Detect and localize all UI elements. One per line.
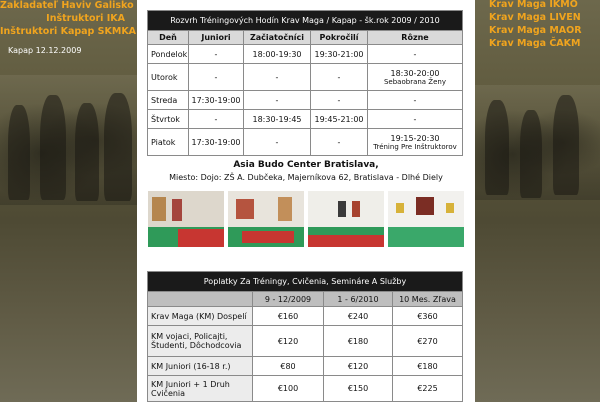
cell-rozne: -	[368, 91, 463, 110]
nav-link-instruktori-kapap[interactable]: Inštruktori Kapap SKMKA	[0, 26, 137, 37]
cell-service: KM Juniori (16-18 r.)	[148, 357, 253, 376]
cell-pokrocili: -	[311, 64, 368, 91]
table-row	[148, 129, 463, 156]
cell-rozne	[368, 129, 463, 156]
price-col-header-discount: 10 Mes. Zľava	[393, 292, 463, 307]
table-row	[148, 110, 463, 129]
price-col-header-period-2: 1 - 6/2010	[324, 292, 393, 307]
left-nav	[0, 0, 137, 38]
cell-service: Krav Maga (KM) Dospelí	[148, 307, 253, 326]
cell-juniori: 17:30-19:00	[189, 129, 244, 156]
cell-zaciatocnici: -	[244, 64, 311, 91]
cell-juniori: -	[189, 110, 244, 129]
cell-service: KM Juniori + 1 Druh Cvičenia	[148, 376, 253, 402]
venue-address: Miesto: Dojo: ZŠ A. Dubčeka, Majerníkova 62, Bratislava - Dlhé Diely	[169, 173, 443, 182]
cell-day: Pondelok	[148, 45, 189, 64]
schedule-title: Rozvrh Tréningových Hodín Krav Maga / Kapap - šk.rok 2009 / 2010	[148, 11, 463, 31]
rozne-note: Sebaobrana Ženy	[383, 77, 446, 86]
cell-day: Štvrtok	[148, 110, 189, 129]
left-training-photo	[0, 75, 137, 205]
rozne-time: 19:15-20:30	[390, 133, 440, 143]
venue-name: Asia Budo Center Bratislava,	[233, 160, 379, 170]
cell-price-3: €180	[393, 357, 463, 376]
cell-juniori: -	[189, 45, 244, 64]
rozne-time: 18:30-20:00	[390, 68, 440, 78]
cell-zaciatocnici: 18:00-19:30	[244, 45, 311, 64]
cell-price-1: €120	[253, 326, 324, 357]
dojo-photo-4[interactable]	[388, 191, 464, 247]
right-nav	[489, 0, 582, 50]
cell-pokrocili: 19:45-21:00	[311, 110, 368, 129]
cell-juniori: 17:30-19:00	[189, 91, 244, 110]
col-header-juniori: Juniori	[189, 31, 244, 45]
price-col-header-period-1: 9 - 12/2009	[253, 292, 324, 307]
table-row	[148, 45, 463, 64]
col-header-day: Deň	[148, 31, 189, 45]
table-row	[148, 64, 463, 91]
cell-pokrocili: -	[311, 129, 368, 156]
nav-link-zakladatel[interactable]: Zakladateľ Haviv Galisko	[0, 0, 134, 11]
cell-day: Piatok	[148, 129, 189, 156]
cell-pokrocili: -	[311, 91, 368, 110]
col-header-rozne: Rôzne	[368, 31, 463, 45]
cell-rozne	[368, 64, 463, 91]
prices-table	[147, 271, 463, 402]
table-row	[148, 91, 463, 110]
cell-rozne: -	[368, 45, 463, 64]
cell-price-1: €80	[253, 357, 324, 376]
rozne-note: Tréning Pre Inštruktorov	[373, 142, 457, 151]
table-row	[148, 376, 463, 402]
prices-title: Poplatky Za Tréningy, Cvičenia, Semináre A Služby	[148, 272, 463, 292]
cell-price-2: €180	[324, 326, 393, 357]
main-content	[137, 0, 475, 402]
cell-day: Streda	[148, 91, 189, 110]
cell-zaciatocnici: -	[244, 91, 311, 110]
right-training-photo	[475, 85, 600, 200]
nav-link-ikmo[interactable]: Krav Maga IKMO	[489, 0, 578, 10]
cell-price-1: €100	[253, 376, 324, 402]
col-header-pokrocili: Pokročilí	[311, 31, 368, 45]
cell-zaciatocnici: -	[244, 129, 311, 156]
table-row	[148, 326, 463, 357]
table-row	[148, 307, 463, 326]
cell-service: KM vojaci, Policajti, Študenti, Dôchodcovia	[148, 326, 253, 357]
cell-price-3: €270	[393, 326, 463, 357]
schedule-table	[147, 10, 463, 156]
dojo-photo-1[interactable]	[148, 191, 224, 247]
cell-price-3: €360	[393, 307, 463, 326]
dojo-photo-2[interactable]	[228, 191, 304, 247]
kapap-date-label: Kapap 12.12.2009	[8, 46, 82, 55]
cell-price-2: €240	[324, 307, 393, 326]
cell-day: Utorok	[148, 64, 189, 91]
cell-pokrocili: 19:30-21:00	[311, 45, 368, 64]
nav-link-maor[interactable]: Krav Maga MAOR	[489, 25, 582, 36]
price-col-header-service	[148, 292, 253, 307]
col-header-zaciatocnici: Začiatočníci	[244, 31, 311, 45]
table-row	[148, 357, 463, 376]
nav-link-liven[interactable]: Krav Maga LIVEN	[489, 12, 581, 23]
dojo-photos	[148, 191, 464, 247]
nav-link-cakm[interactable]: Krav Maga ČAKM	[489, 38, 581, 49]
cell-zaciatocnici: 18:30-19:45	[244, 110, 311, 129]
cell-price-2: €150	[324, 376, 393, 402]
right-background	[475, 0, 600, 402]
dojo-photo-3[interactable]	[308, 191, 384, 247]
nav-link-instruktori-ika[interactable]: Inštruktori IKA	[46, 13, 125, 24]
cell-juniori: -	[189, 64, 244, 91]
cell-price-1: €160	[253, 307, 324, 326]
cell-price-3: €225	[393, 376, 463, 402]
cell-rozne: -	[368, 110, 463, 129]
cell-price-2: €120	[324, 357, 393, 376]
